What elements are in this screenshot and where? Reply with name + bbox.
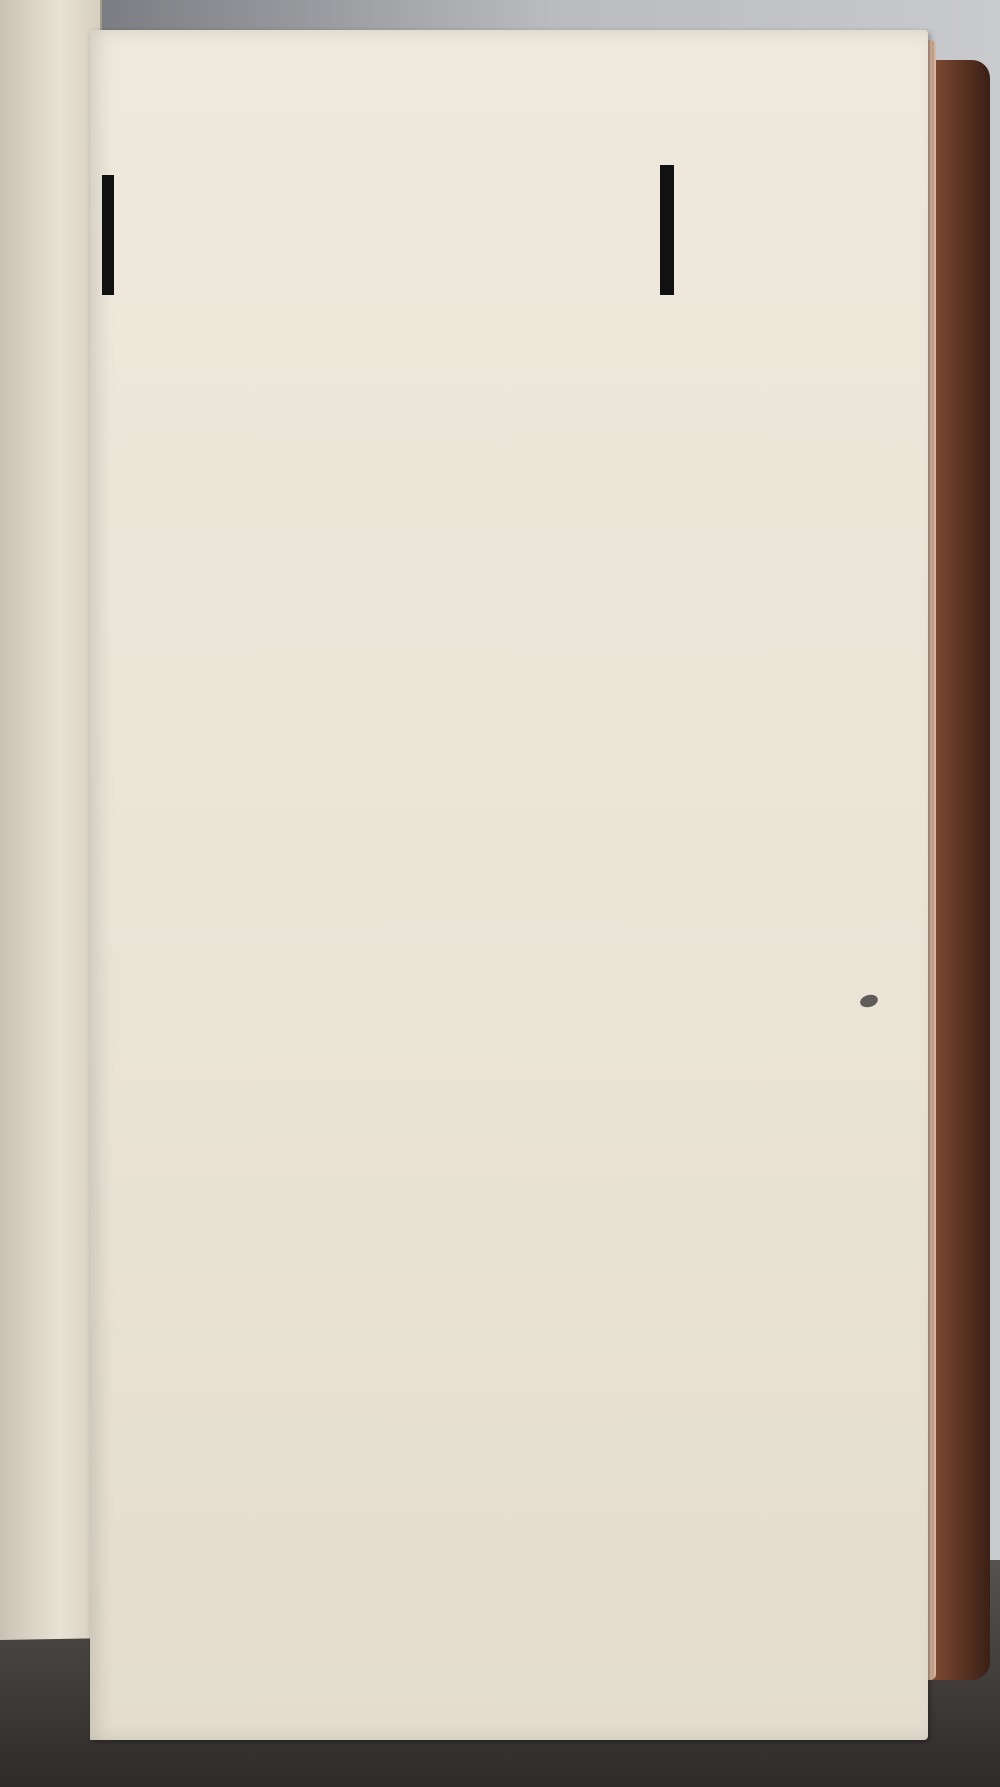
left-page-text — [0, 38, 102, 40]
book-page — [90, 30, 928, 1740]
ornament-band — [100, 155, 680, 310]
ink-spot — [859, 993, 879, 1009]
left-page — [0, 0, 102, 1640]
